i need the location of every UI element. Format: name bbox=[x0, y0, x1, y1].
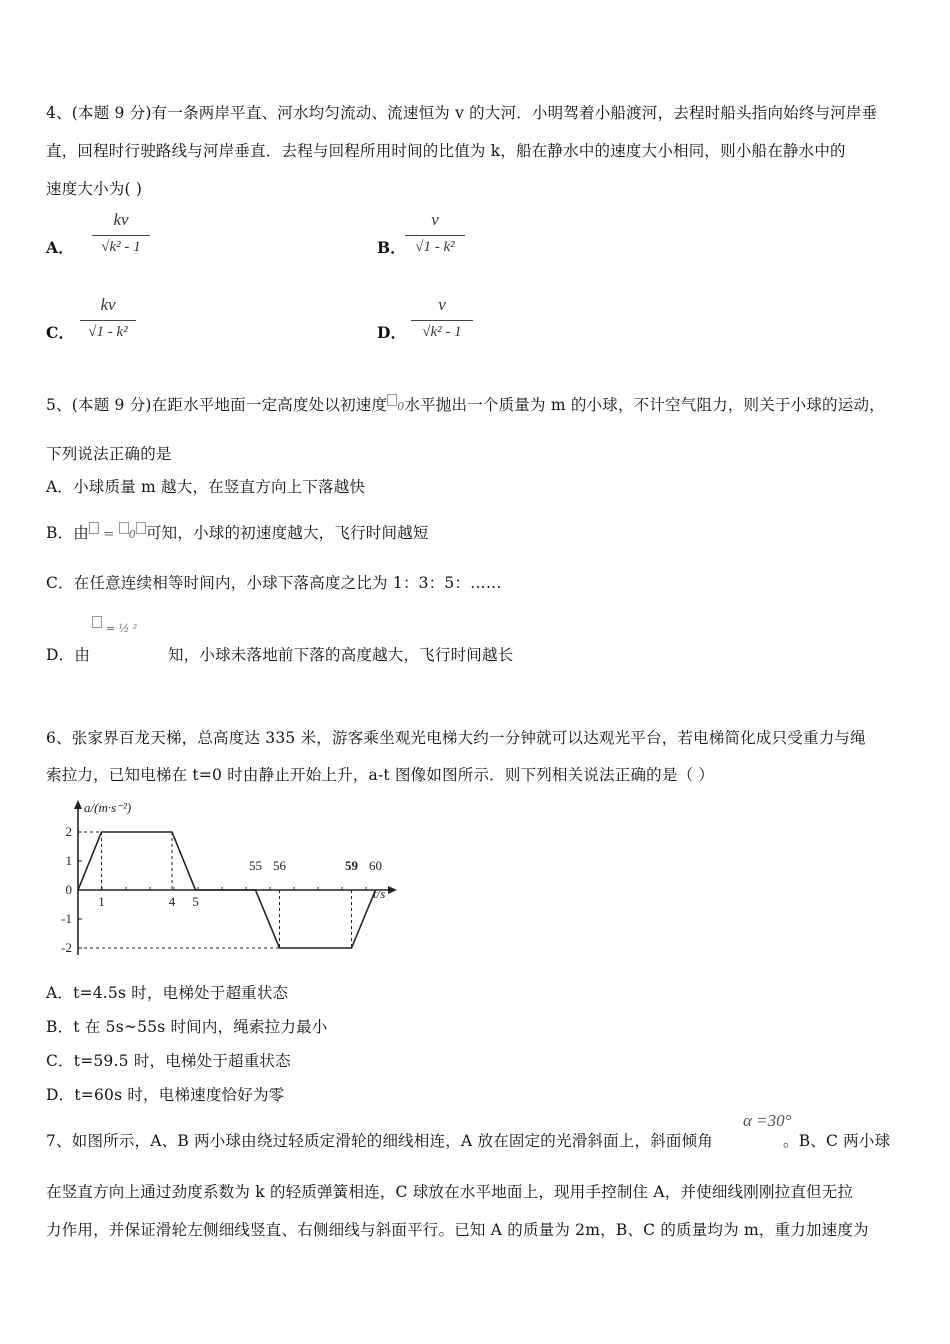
q5-option-b bbox=[46, 521, 429, 543]
q4-option-b-denominator: √1 - k² bbox=[415, 239, 455, 255]
q4-option-c-denominator: √1 - k² bbox=[88, 324, 128, 340]
q5-option-b-equals: = bbox=[103, 527, 119, 542]
x-tick-label: 4 bbox=[168, 894, 176, 909]
q4-line2: 直，回程时行驶路线与河岸垂直．去程与回程所用时间的比值为 k，船在静水中的速度大小相同，则小船在静水中的 bbox=[46, 142, 846, 160]
q7-line2: 在竖直方向上通过劲度系数为 k 的轻质弹簧相连，C 球放在水平地面上，现用手控制住 A，并使细线刚刚拉直但无拉 bbox=[46, 1183, 854, 1201]
x-tick-label: 5 bbox=[192, 894, 199, 909]
q5-option-d-formula-text: = ½ ² bbox=[105, 622, 138, 635]
y-axis-arrow bbox=[74, 800, 82, 809]
v0-subscript: 0 bbox=[397, 400, 405, 413]
q4-option-b-formula bbox=[405, 210, 465, 260]
x-tick-label: 1 bbox=[98, 894, 105, 909]
q4-option-a-letter: A． bbox=[46, 238, 74, 257]
q4-option-c-formula bbox=[80, 295, 136, 345]
q5-option-d-prefix: D．由 bbox=[46, 646, 91, 664]
q5-option-a: A．小球质量 m 越大，在竖直方向上下落越快 bbox=[46, 478, 366, 496]
q6-option-b: B．t 在 5s~55s 时间内，绳索拉力最小 bbox=[46, 1018, 328, 1036]
q5-option-b-subscript: 0 bbox=[128, 528, 136, 541]
q6-line2: 索拉力，已知电梯在 t=0 时由静止开始上升，a-t 图像如图所示．则下列相关说法正确的是（ ） bbox=[46, 766, 715, 784]
q4-option-c-letter: C． bbox=[46, 323, 75, 342]
angle-formula: α =30° bbox=[743, 1111, 792, 1130]
x-axis-arrow bbox=[388, 886, 397, 894]
q5-option-d-formula bbox=[92, 616, 137, 635]
q4-line1: 4、(本题 9 分)有一条两岸平直、河水均匀流动、流速恒为 v 的大河．小明驾着小船渡河，去程时船头指向始终与河岸垂 bbox=[46, 104, 878, 122]
missing-glyph-box bbox=[136, 522, 146, 534]
q6-option-d: D．t=60s 时，电梯速度恰好为零 bbox=[46, 1086, 285, 1104]
q6-option-c: C．t=59.5 时，电梯处于超重状态 bbox=[46, 1052, 291, 1070]
q6-line1: 6、张家界百龙天梯，总高度达 335 米，游客乘坐观光电梯大约一分钟就可以达观光平台，若电梯简化成只受重力与绳 bbox=[46, 729, 866, 747]
q7-line1-start: 7、如图所示，A、B 两小球由绕过轻质定滑轮的细线相连，A 放在固定的光滑斜面上，斜面倾角 bbox=[46, 1132, 713, 1150]
q4-option-d-denominator: √k² - 1 bbox=[422, 324, 462, 340]
q5-line1-start: 5、(本题 9 分)在距水平地面一定高度处以初速度 bbox=[46, 396, 388, 414]
q4-option-a-numerator: kv bbox=[113, 210, 129, 229]
y-tick-label: -2 bbox=[61, 940, 72, 955]
q6-option-a: A．t=4.5s 时，电梯处于超重状态 bbox=[46, 984, 289, 1002]
y-tick-label: 2 bbox=[65, 824, 72, 839]
q4-line3: 速度大小为( ) bbox=[46, 180, 143, 198]
q4-option-b-numerator: v bbox=[431, 210, 439, 229]
y-tick-label: 1 bbox=[65, 853, 72, 868]
q7-line3: 力作用，并保证滑轮左侧细线竖直、右侧细线与斜面平行。已知 A 的质量为 2m，B、C 的质量均为 m，重力加速度为 bbox=[46, 1221, 869, 1239]
missing-glyph-box bbox=[119, 522, 129, 534]
x-axis-label: t/s bbox=[373, 886, 386, 901]
q5-line1-end: 水平抛出一个质量为 m 的小球，不计空气阻力，则关于小球的运动， bbox=[404, 396, 885, 414]
at-graph bbox=[50, 795, 410, 960]
q4-option-c-numerator: kv bbox=[100, 295, 116, 314]
y-axis-label: a/(m·s⁻²) bbox=[84, 800, 132, 815]
y-tick-label: 0 bbox=[65, 882, 72, 897]
q5-line2: 下列说法正确的是 bbox=[46, 445, 172, 463]
q5-line1 bbox=[46, 393, 885, 415]
q5-option-b-prefix: B．由 bbox=[46, 524, 89, 542]
q7-line1-end: 。B、C 两小球 bbox=[783, 1132, 891, 1150]
q4-option-b-letter: B． bbox=[377, 238, 407, 257]
q5-option-c: C．在任意连续相等时间内，小球下落高度之比为 1：3：5：…… bbox=[46, 574, 502, 592]
y-tick-label: -1 bbox=[61, 911, 72, 926]
q7-line1 bbox=[46, 1129, 890, 1151]
q4-option-d-numerator: v bbox=[438, 295, 446, 314]
q4-option-d-letter: D． bbox=[377, 323, 407, 342]
missing-glyph-box bbox=[387, 394, 397, 406]
missing-glyph-box bbox=[92, 616, 102, 628]
x-tick-label: 55 bbox=[249, 858, 262, 873]
x-tick-label: 60 bbox=[369, 858, 382, 873]
q5-option-b-text: 可知，小球的初速度越大，飞行时间越短 bbox=[145, 524, 429, 542]
x-tick-label: 59 bbox=[345, 858, 358, 873]
q4-option-a-denominator: √k² - 1 bbox=[101, 239, 141, 255]
q4-option-d-formula bbox=[411, 295, 473, 345]
missing-glyph-box bbox=[89, 522, 99, 534]
x-tick-label: 56 bbox=[273, 858, 286, 873]
q4-option-a-formula bbox=[92, 210, 150, 260]
q5-option-d-text: 知，小球未落地前下落的高度越大，飞行时间越长 bbox=[168, 646, 514, 664]
